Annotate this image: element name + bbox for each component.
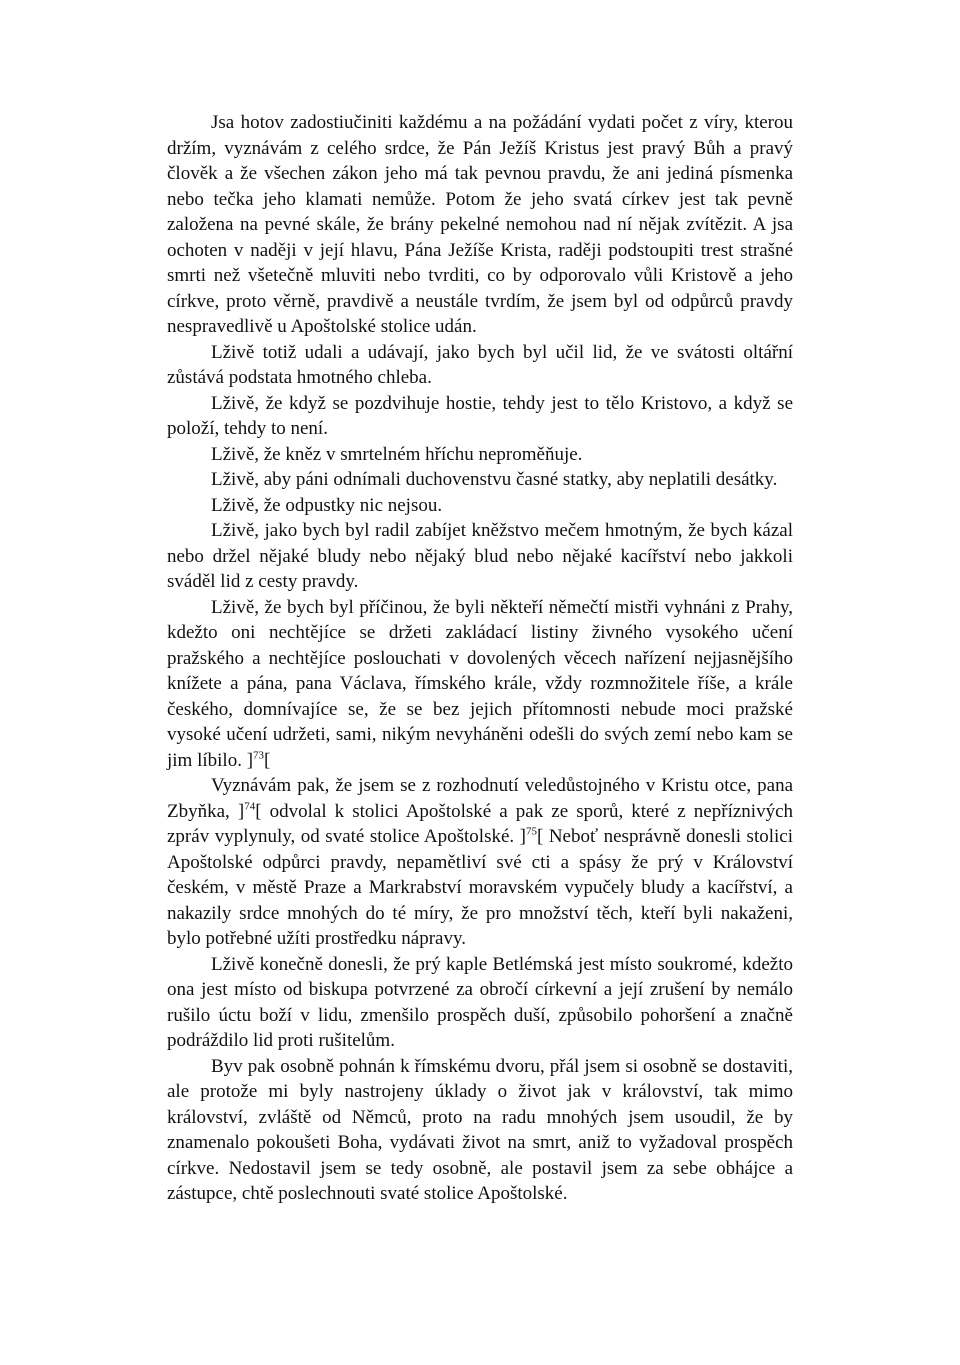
paragraph-text: Lživě, že kněz v smrtelném hříchu neproměňuje.	[211, 443, 583, 465]
paragraph	[167, 518, 793, 595]
paragraph	[167, 1054, 793, 1207]
paragraph	[167, 595, 793, 774]
paragraph-text: Lživě, aby páni odnímali duchovenstvu časné statky, aby neplatili desátky.	[211, 469, 778, 490]
paragraph	[167, 952, 793, 1054]
footnote-marker: 75	[526, 825, 537, 838]
paragraph-text: Lživě, že když se pozdvihuje hostie, tehdy jest to tělo Kristovo, a když se položí, tehdy to není.	[167, 392, 793, 439]
paragraph-text: Lživě, že odpustky nic nejsou.	[211, 494, 443, 516]
footnote-marker: 73	[253, 749, 265, 762]
paragraph	[167, 340, 793, 391]
paragraph-text: Vyznávám pak, že jsem se z rozhodnutí veledůstojného v Kristu otce, pana Zbyňka, ]	[167, 775, 793, 822]
document-body	[167, 110, 793, 1207]
paragraph-text: [ Neboť nesprávně donesli stolici Apoštolské odpůrci pravdy, nepamětliví své cti a spásy že prý v Království českém, v městě Praze a Markrabství moravském vypučely bludy a kacířství, a nakazily srdce mnohých do té míry, že pro množství těch, kteří byli nakaženi, bylo potřebné užíti prostředku nápravy.	[167, 826, 793, 949]
paragraph	[167, 493, 793, 519]
paragraph-text: Lživě, že bych byl příčinou, že byli někteří němečtí mistři vyhnáni z Prahy, kdežto oni nechtějíce se držeti zakládací listiny živného vysokého učení pražského a nechtějíce poslouchati v dovolených věcech nařízení nejjasnějšího knížete a pána, pana Václava, římského krále, vždy rozmnožitele říše, a krále českého, domnívajíce se, že se bez jejich přítomnosti nebude moci pražské vysoké učení udržeti, sami, nikým nevyháněni odešli do svých zemí nebo kam se jim líbilo. ]	[167, 596, 793, 771]
paragraph-text: Byv pak osobně pohnán k římskému dvoru, přál jsem si osobně se dostaviti, ale protože mi byly nastrojeny úklady o život jak v království, tak mimo království, zvláště od Němců, proto na radu mnohých jsem usoudil, že by znamenalo pokoušeti Boha, vydávati život na smrt, aniž to vyžadoval prospěch církve. Nedostavil jsem se tedy osobně, ale postavil jsem za sebe obhájce a zástupce, chtě poslechnouti svaté stolice Apoštolské.	[167, 1055, 793, 1204]
paragraph-text: Lživě totiž udali a udávají, jako bych byl učil lid, že ve svátosti oltářní zůstává podstata hmotného chleba.	[167, 341, 793, 388]
paragraph-text: Lživě, jako bych byl radil zabíjet kněžstvo mečem hmotným, že bych kázal nebo držel nějaké bludy nebo nějaký blud nebo nějaké kacířství nebo jakkoli sváděl lid z cesty pravdy.	[167, 520, 793, 592]
paragraph	[167, 442, 793, 468]
paragraph	[167, 391, 793, 442]
paragraph	[167, 110, 793, 340]
paragraph-text: Lživě konečně donesli, že prý kaple Betlémská jest místo soukromé, kdežto ona jest místo od biskupa potvrzené za obročí církevní a její zrušení by nemálo rušilo úctu boží v lidu, zmenšilo prospěch duší, způsobilo pohoršení a značně podráždilo lid proti rušitelům.	[167, 953, 793, 1051]
footnote-marker: 74	[244, 800, 256, 813]
paragraph	[167, 773, 793, 952]
paragraph	[167, 467, 793, 493]
paragraph-text: [	[264, 749, 271, 771]
paragraph-text: [ odvolal k stolici Apoštolské a pak ze sporů, které z nepříznivých zpráv vyplynuly, od svaté stolice Apoštolské. ]	[167, 800, 793, 847]
paragraph-text: Jsa hotov zadostiučiniti každému a na požádání vydati počet z víry, kterou držím, vyznávám z celého srdce, že Pán Ježíš Kristus jest pravý Bůh a pravý člověk a že všechen zákon jeho má tak pevnou pravdu, že ani jediná písmenka nebo tečka jeho klamati nemůže. Potom že jeho svatá církev jest tak pevně založena na pevné skále, že brány pekelné nemohou nad ní nějak zvítězit. A jsa ochoten v naději v její hlavu, Pána Ježíše Krista, raději podstoupiti trest strašné smrti než všetečně mluviti nebo tvrditi, co by odporovalo vůli Kristově a jeho církve, proto věrně, pravdivě a neustále tvrdím, že jsem byl od odpůrců pravdy nespravedlivě u Apoštolské stolice udán.	[167, 112, 793, 337]
